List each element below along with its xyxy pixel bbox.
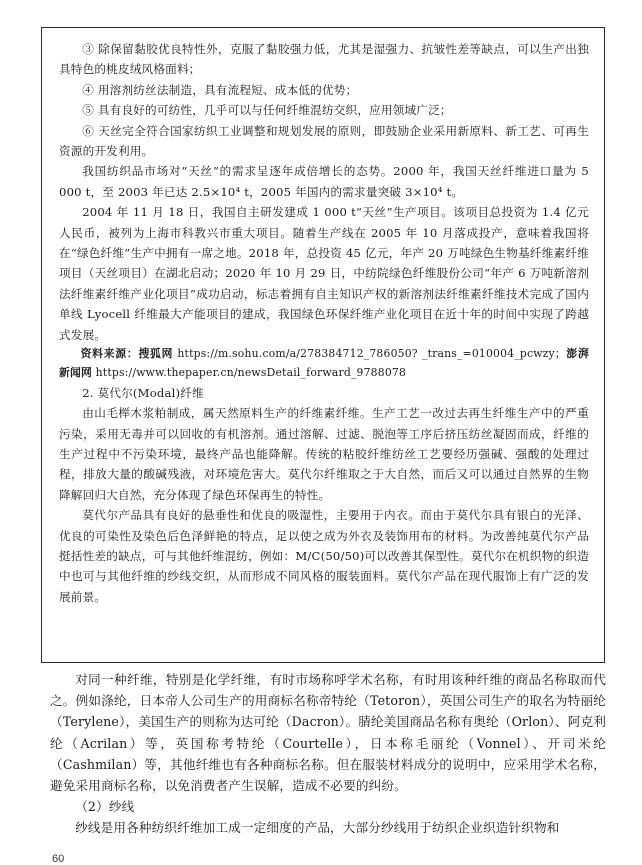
main-text bbox=[50, 669, 606, 839]
source-citation bbox=[59, 345, 589, 383]
paragraph-tencel-demand: 我国纺织品市场对“天丝”的需求呈逐年成倍增长的态势。2000 年，我国天丝纤维进口量为 5 000 t，至 2003 年已达 2.5×10⁴ t，2005 年国内的需求量突破 3×10⁴ t。 bbox=[59, 164, 589, 199]
paragraph-trade-names: 对同一种纤维，特别是化学纤维，有时市场称呼学术名称，有时用该种纤维的商品名称取而代之。例如涤纶，日本帝人公司生产的用商标名称帝特纶（Tetoron），英国公司生产的取名为特丽纶（Terylene），美国生产的则称为达可纶（Dacron）。腈纶美国商品名称有奥纶（Orlon）、阿克利纶（Acrilan）等，英国称考特纶（Courtelle），日本称毛丽纶（Vonnel）、开司米纶（Cashmilan）等，其他纤维也有各种商标名称。但在服装材料成分的说明中，应采用学术名称，避免采用商标名称，以免消费者产生误解，造成不必要的纠纷。 bbox=[50, 672, 606, 794]
list-item: ⑥ 天丝完全符合国家纺织工业调整和规划发展的原则，即鼓励企业采用新原料、新工艺、可再生资源的开发利用。 bbox=[59, 123, 589, 159]
source-site-sohu: 搜狐网 bbox=[138, 347, 174, 361]
paragraph-modal-uses: 莫代尔产品具有良好的悬垂性和优良的吸湿性，主要用于内衣。而由于莫代尔具有银白的光泽、优良的可染性及染色后色泽鲜艳的特点，足以使之成为外衣及装饰用布的材料。为改善纯莫代尔产品挺括性差的缺点，可与其他纤维混纺，例如：M/C(50/50)可以改善其保型性。莫代尔在机织物的织造中也可与其他纤维的纱线交织，从而形成不同风格的服装面料。莫代尔产品在现代服饰上有广泛的发展前景。 bbox=[59, 508, 589, 604]
list-item: ⑤ 具有良好的可纺性，几乎可以与任何纤维混纺交织，应用领域广泛； bbox=[82, 103, 452, 118]
section-heading-yarn: （2）纱线 bbox=[75, 799, 135, 815]
source-url-sohu[interactable]: https://m.sohu.com/a/278384712_786050? _trans_=010004_pcwzy； bbox=[173, 347, 566, 361]
paragraph-modal-production: 由山毛榉木浆粕制成，属天然原料生产的纤维素纤维。生产工艺一改过去再生纤维生产中的严重污染，采用无毒并可以回收的有机溶剂。通过溶解、过滤、脱泡等工序后挤压纺丝凝固而成，纤维的生产过程中不污染环境，最终产品也能降解。传统的粘胶纤维纺丝工艺要经历强碱、强酸的处理过程，排放大量的酸碱残液，对环境危害大。莫代尔纤维取之于大自然，而后又可以通过自然界的生物降解回归大自然，充分体现了绿色环保再生的特性。 bbox=[59, 406, 589, 502]
list-item: ④ 用溶剂纺丝法制造，具有流程短、成本低的优势； bbox=[82, 82, 358, 97]
source-label: 资料来源： bbox=[80, 347, 139, 361]
source-site-thepaper: 澎湃新闻网 bbox=[59, 347, 590, 379]
page-number: 60 bbox=[52, 853, 65, 865]
source-url-thepaper[interactable]: https://www.thepaper.cn/newsDetail_forward_9788078 bbox=[92, 365, 407, 379]
list-item: ③ 除保留黏胶优良特性外，克服了黏胶强力低，尤其是湿强力、抗皱性差等缺点，可以生产出独具特色的桃皮绒风格面料； bbox=[59, 42, 589, 77]
paragraph-yarn: 纱线是用各种纺织纤维加工成一定细度的产品，大部分纱线用于纺织企业织造针织物和 bbox=[75, 820, 560, 836]
tencel-sidebar-box bbox=[41, 27, 605, 663]
section-heading-modal: 2. 莫代尔(Modal)纤维 bbox=[82, 385, 204, 400]
paragraph-tencel-projects: 2004 年 11 月 18 日，我国自主研发建成 1 000 t“天丝”生产项目。该项目总投资为 1.4 亿元人民币，被列为上海市科教兴市重大项目。随着生产线在 2005 年 10 月落成投产，意味着我国将在“绿色纤维”生产中拥有一席之地。2018 年，总投资 45 亿元，年产 20 万吨绿色生物基纤维素纤维项目（天丝项目）在湖北启动；2020 年 10 月 29 日，中纺院绿色纤维股份公司“年产 6 万吨新溶剂法纤维素纤维产业化项目”成功启动，标志着拥有自主知识产权的新溶剂法纤维素纤维技术完成了国内单线 Lyocell 纤维最大产能项目的建成，我国绿色环保纤维产业化项目在近十年的时间中实现了跨越式发展。 bbox=[59, 205, 589, 342]
